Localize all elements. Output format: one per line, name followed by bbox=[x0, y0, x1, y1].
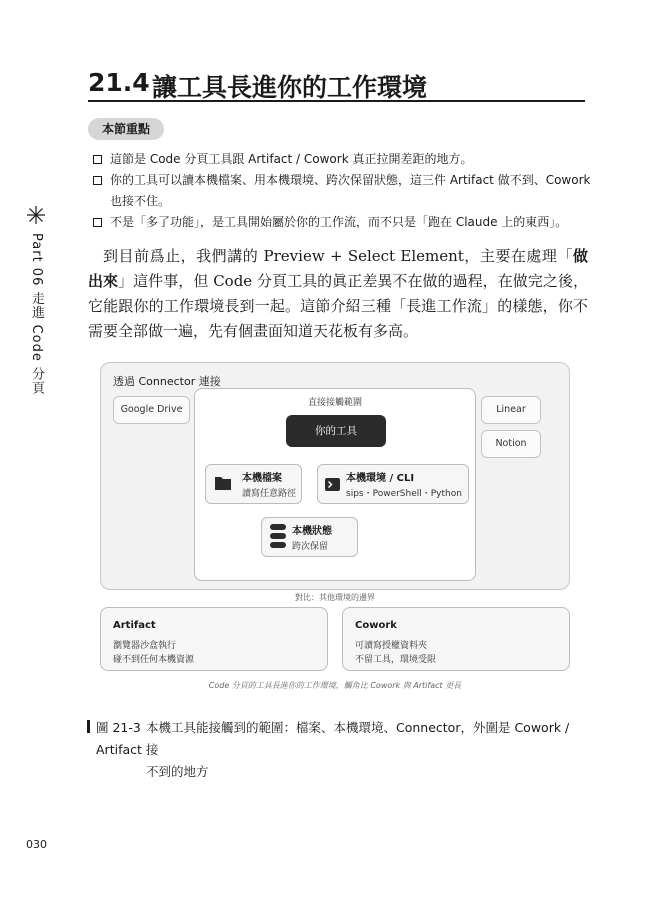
list-item: 你的工具可以讀本機檔案、用本機環境、跨次保留狀態，這三件 Artifact 做不到、Cowork 也接不住。 bbox=[92, 170, 592, 212]
local-files-card: 本機檔案 讀寫任意路徑 bbox=[205, 464, 302, 504]
checkbox-bullet-icon bbox=[93, 218, 102, 227]
connector-linear: Linear bbox=[481, 396, 541, 424]
artifact-box: Artifact 瀏覽器沙盒執行 碰不到任何本機資源 bbox=[100, 607, 328, 671]
asterisk-icon bbox=[26, 205, 46, 225]
terminal-icon bbox=[325, 478, 340, 491]
figure-caption: 圖 21-3 本機工具能接觸到的範圍：檔案、本機環境、Connector，外圍是 Cowork / Artifact 接 不到的地方 bbox=[96, 717, 591, 783]
checkbox-bullet-icon bbox=[93, 155, 102, 164]
diagram-caption: Code 分頁的工具長進你的工作環境，觸角比 Cowork 與 Artifact 更長 bbox=[208, 681, 462, 690]
local-state-card: 本機狀態 跨次保留 bbox=[261, 517, 358, 557]
connector-notion: Notion bbox=[481, 430, 541, 458]
connector-label: 透過 Connector 連接 bbox=[113, 375, 221, 388]
figure-number: 圖 21-3 bbox=[96, 720, 141, 735]
section-number: 21.4 bbox=[88, 68, 150, 97]
section-heading bbox=[88, 60, 585, 102]
comparison-label: 對比：其他環境的邊界 bbox=[295, 593, 375, 602]
emphasis-text: 做出來 bbox=[88, 247, 588, 290]
key-points-badge: 本節重點 bbox=[88, 118, 164, 140]
your-tool-box: 你的工具 bbox=[286, 415, 386, 447]
body-paragraph: 到目前爲止，我們講的 Preview + Select Element，主要在處理「做出來」這件事，但 Code 分頁工具的眞正差異不在做的過程，在做完之後，它能跟你的工作環境長到一起。這節介紹三種「長進工作流」的樣態，你不需要全部做一遍，先有個畫面知道天花板有多高。 bbox=[88, 247, 588, 340]
cowork-box: Cowork 可讀寫授權資料夾 不留工具，環境受限 bbox=[342, 607, 570, 671]
page-number: 030 bbox=[26, 838, 47, 851]
database-icon bbox=[270, 524, 286, 550]
local-env-card: 本機環境 / CLI sips・PowerShell・Python bbox=[317, 464, 469, 504]
folder-icon bbox=[214, 475, 232, 491]
list-item: 不是「多了功能」，是工具開始屬於你的工作流，而不只是「跑在 Claude 上的東西」。 bbox=[92, 212, 592, 233]
checkbox-bullet-icon bbox=[93, 176, 102, 185]
key-points-list bbox=[92, 149, 592, 233]
connector-google-drive: Google Drive bbox=[113, 396, 190, 424]
list-item: 這節是 Code 分頁工具跟 Artifact / Cowork 真正拉開差距的地方。 bbox=[92, 149, 592, 170]
connector-boundary bbox=[100, 362, 570, 590]
figure-caption-bar bbox=[87, 720, 90, 733]
direct-access-area bbox=[194, 388, 476, 581]
direct-access-label: 直接接觸範圍 bbox=[307, 398, 362, 408]
environment-diagram bbox=[100, 362, 570, 692]
chapter-side-tab: Part 06 走進 Code 分頁 bbox=[29, 233, 44, 396]
section-title: 讓工具長進你的工作環境 bbox=[152, 73, 428, 102]
